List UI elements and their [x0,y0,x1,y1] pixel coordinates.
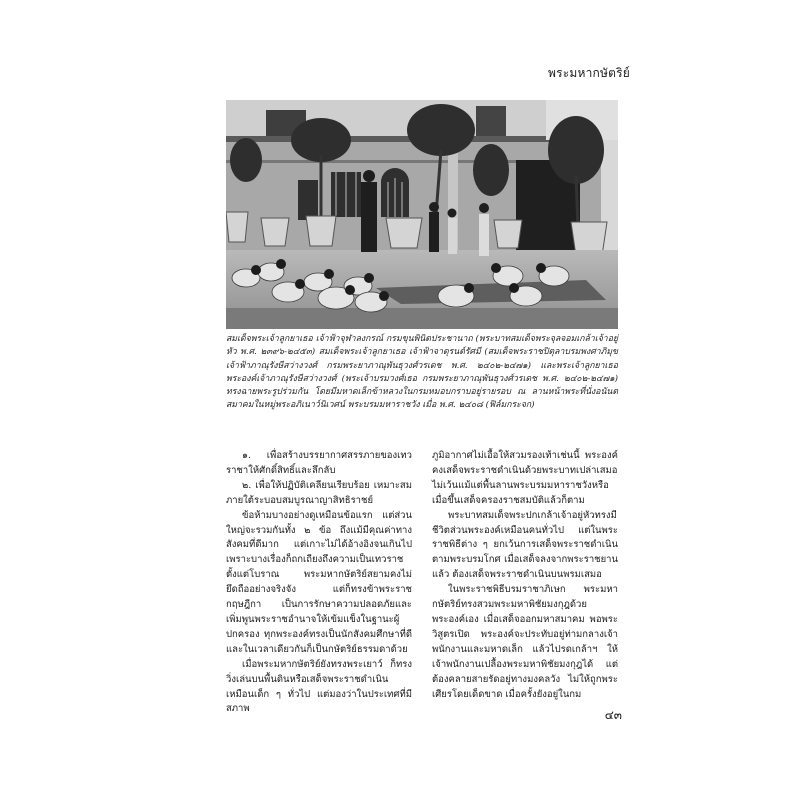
paragraph: ในพระราชพิธีบรมราชาภิเษก พระมหากษัตริย์ทรงสวมพระมหาพิชัยมงกุฎด้วยพระองค์เอง เมื่อเสด็จออกมหาสมาคม พอพระวิสูตรเปิด พระองค์จะประทับอยู่ท่ามกลางเจ้าพนักงานและมหาดเล็ก แล้วไปรดเกล้าฯ ให้เจ้าพนักงานเปลื้องพระมหาพิชัยมงกุฎได้ แต่ต้องคลายสายรัดอยู่ทางมงคลวัง ไม่ให้ถูกพระเศียรโดยเด็ดขาด เมื่อครั้งยังอยู่ในกม [432,584,618,700]
page-header: พระมหากษัตริย์ [547,66,630,80]
page-number: ๔๓ [604,708,622,722]
paragraph: เมื่อพระมหากษัตริย์ยังทรงพระเยาว์ ก็ทรงวิ่งเล่นบนพื้นดินหรือเสด็จพระราชดำเนินเหมือนเด็ก ๆ ทั่วไป แต่มองว่าในประเทศที่มีสภาพ [226,658,412,715]
paragraph: ๒. เพื่อให้ปฏิบัติเคลียนเรียบร้อย เหมาะสมภายใต้ระบอบสมบูรณาญาสิทธิราชย์ [226,479,412,506]
photo-courtyard-scene [226,100,618,329]
paragraph: ๑. เพื่อสร้างบรรยากาศสรรภายของเทวราชาให้ศักดิ์สิทธิ์และลึกลับ [226,450,412,476]
body-column-left [226,449,412,717]
paragraph: ข้อห้ามบางอย่างดูเหมือนข้อแรก แต่ส่วนใหญ่จะรวมกันทั้ง ๒ ข้อ ถึงแม้มีคุณค่าทางสังคมที่ดีมาก แต่เกาะไม่ได้อ้างอิงจนเกินไป เพราะบางเรื่องก็ถกเถียงถึงความเป็นเทวราชตั้งแต่โบราณ พระมหากษัตริย์สยามคงไม่ยึดถืออย่างจริงจัง แต่ก็ทรงข้าพระราชกฤษฎีกา เป็นการรักษาความปลอดภัยและเพิ่มพูนพระราชอำนาจให้เข้มแข็งในฐานะผู้ปกครอง ทุกพระองค์ทรงเป็นนักสังคมศึกษาที่ดีและในเวลาเดียวกันก็เป็นกษัตริย์ธรรมดาด้วย [226,509,412,655]
photo-caption: สมเด็จพระเจ้าลูกยาเธอ เจ้าฟ้าจุฬาลงกรณ์ กรมขุนพินิตประชานาถ (พระบาทสมเด็จพระจุลจอมเกล้าเจ้าอยู่หัว พ.ศ. ๒๓๙๖-๒๔๕๓) สมเด็จพระเจ้าลูกยาเธอ เจ้าฟ้าจาตุรนต์รัศมี (สมเด็จพระราชปิตุลาบรมพงศาภิมุข เจ้าฟ้าภาณุรังษีสว่างวงศ์ กรมพระยาภาณุพันธุวงศ์วรเดช พ.ศ. ๒๔๐๒-๒๔๗๑) และพระเจ้าลูกยาเธอ พระองค์เจ้าภาณุรังษีสว่างวงศ์ (พระเจ้าบรมวงศ์เธอ กรมพระยาภาณุพันธุวงศ์วรเดช พ.ศ. ๒๔๐๒-๒๔๗๑) ทรงฉายพระรูปร่วมกัน โดยมีมหาดเล็กข้าหลวงในกรมหมอบกราบอยู่รายรอบ ณ ลานหน้าพระที่นั่งอนันตสมาคมในหมู่พระอภิเนาว์นิเวศน์ พระบรมมหาราชวัง เมื่อ พ.ศ. ๒๔๐๘ (ฟิล์มกระจก) [226,334,618,411]
body-column-right [432,449,618,702]
paragraph: ภูมิอากาศไม่เอื้อให้สวมรองเท้าเช่นนี้ พระองค์คงเสด็จพระราชดำเนินด้วยพระบาทเปล่าเสมอ ไม่เว้นแม้แต่พื้นลานพระบรมมหาราชวังหรือเมื่อขึ้นเสด็จครองราชสมบัติแล้วก็ตาม [432,450,618,506]
paragraph: พระบาทสมเด็จพระปกเกล้าเจ้าอยู่หัวทรงมีชีวิตส่วนพระองค์เหมือนคนทั่วไป แต่ในพระราชพิธีต่าง ๆ ยกเว้นการเสด็จพระราชดำเนินตามพระบรมโกศ เมื่อเสด็จลงจากพระราชยานแล้ว ต้องเสด็จพระราชดำเนินบนพรมเสมอ [432,509,618,581]
historical-photograph [226,100,618,329]
